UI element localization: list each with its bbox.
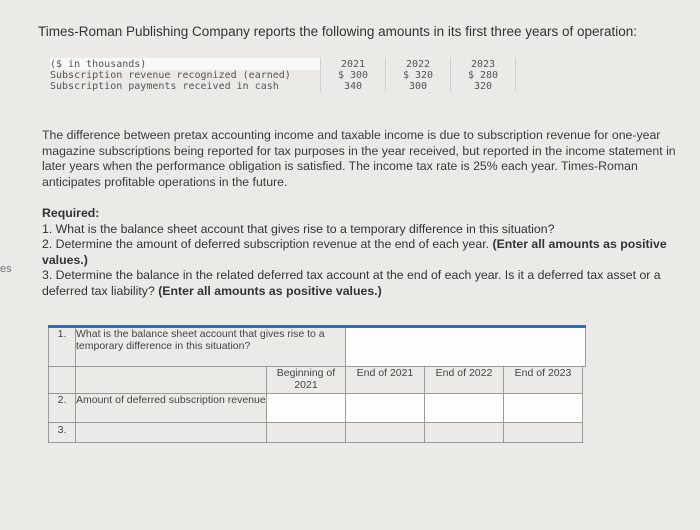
year-2023: 2023 [451, 58, 516, 70]
row3-beginning-2021-cell[interactable] [267, 423, 346, 443]
header-desc-blank [76, 367, 267, 394]
header-end-2021: End of 2021 [346, 367, 425, 394]
question-3-text: 3. Determine the balance in the related deferred tax account at the end of each year. Is it a deferred tax asset or a deferred tax liability? [42, 268, 661, 298]
deferred-revenue-end-2022-input[interactable] [425, 394, 503, 422]
question-2-text: 2. Determine the amount of deferred subscription revenue at the end of each year. [42, 237, 490, 251]
problem-paragraph: The difference between pretax accounting income and taxable income is due to subscription revenue for one-year magazine subscriptions being reported for tax purposes in the year received, but reported in the income statement in later years when the performance obligation is satisfied. The income tax rate is 25% each year. Times-Roman anticipates profitable operations in the future. [42, 128, 676, 189]
edge-text: es [0, 263, 12, 275]
row3-end-2021-cell[interactable] [346, 423, 425, 443]
row3-end-2022-cell[interactable] [425, 423, 504, 443]
deferred-revenue-end-2023-input[interactable] [504, 394, 582, 422]
year-2022: 2022 [386, 58, 451, 70]
spacer [583, 394, 586, 423]
answer-table [48, 325, 586, 443]
header-blank [49, 367, 76, 394]
required-title: Required: [42, 206, 100, 220]
spacer [583, 423, 586, 443]
spacer [583, 367, 586, 394]
year-2021: 2021 [321, 58, 386, 70]
row2-end-2023-cell[interactable] [504, 394, 583, 423]
payments-2021: 340 [321, 81, 386, 92]
unit-label: ($ in thousands) [50, 58, 321, 70]
row3-number: 3. [49, 423, 76, 443]
revenue-2022: $ 320 [386, 70, 451, 81]
revenue-2023: $ 280 [451, 70, 516, 81]
question-1 [42, 222, 692, 238]
row1-description: What is the balance sheet account that gives rise to a temporary difference in this situation? [76, 327, 346, 367]
payments-2022: 300 [386, 81, 451, 92]
problem-heading: Times-Roman Publishing Company reports the following amounts in its first three years of operation: [38, 24, 638, 39]
required-section [42, 206, 692, 299]
header-end-2022: End of 2022 [425, 367, 504, 394]
row3-description [76, 423, 267, 443]
data-table [50, 58, 516, 92]
row1-number: 1. [49, 327, 76, 367]
row2-end-2021-cell[interactable] [346, 394, 425, 423]
deferred-revenue-end-2021-input[interactable] [346, 394, 424, 422]
revenue-2021: $ 300 [321, 70, 386, 81]
row2-description: Amount of deferred subscription revenue [76, 394, 267, 423]
row2-end-2022-cell[interactable] [425, 394, 504, 423]
header-end-2023: End of 2023 [504, 367, 583, 394]
question-3 [42, 268, 692, 299]
question-3-note: (Enter all amounts as positive values.) [158, 283, 382, 298]
payments-2023: 320 [451, 81, 516, 92]
row2-beginning-2021-cell[interactable] [267, 394, 346, 423]
row-label-payments: Subscription payments received in cash [50, 81, 279, 92]
row2-number: 2. [49, 394, 76, 423]
question-1-text: 1. What is the balance sheet account that gives rise to a temporary difference in this situation? [42, 221, 555, 236]
balance-sheet-account-input[interactable] [346, 328, 585, 366]
row3-end-2023-cell[interactable] [504, 423, 583, 443]
row-label-revenue: Subscription revenue recognized (earned) [50, 70, 291, 81]
question-2 [42, 237, 692, 268]
row1-answer-cell[interactable] [346, 327, 586, 367]
question-2-note: (Enter all amounts as positive values.) [42, 237, 667, 267]
deferred-revenue-begin-2021-input[interactable] [267, 394, 345, 422]
header-beginning-2021: Beginning of 2021 [267, 367, 346, 394]
